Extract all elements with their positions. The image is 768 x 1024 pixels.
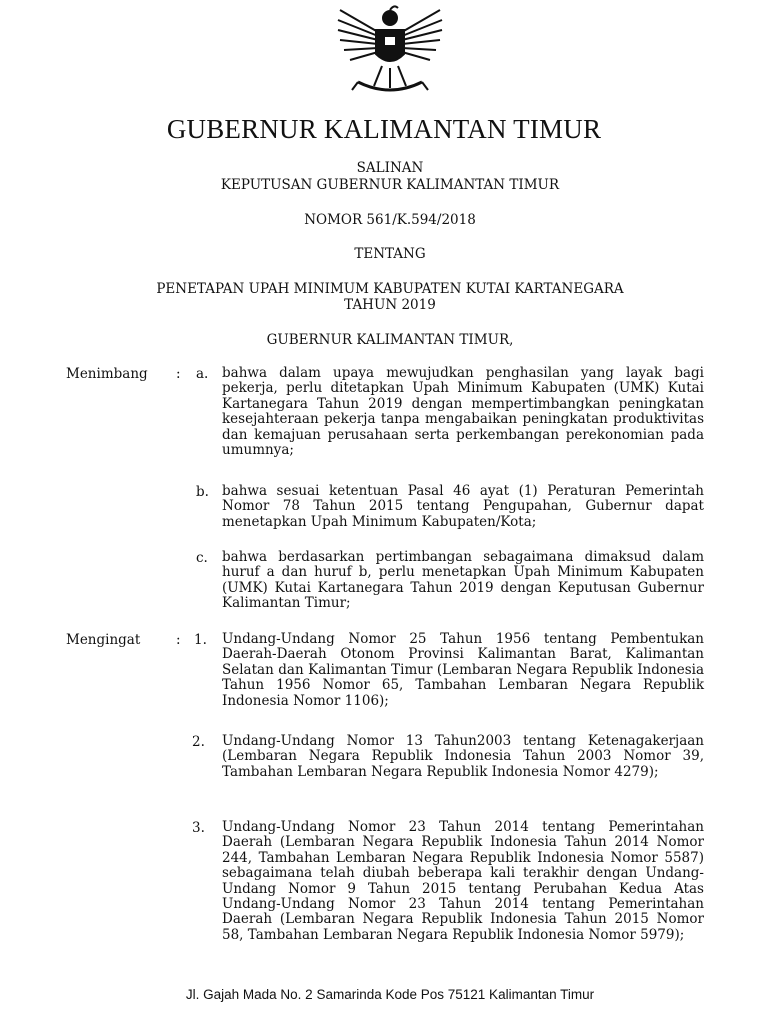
subject-line-2: TAHUN 2019 <box>344 297 436 313</box>
menimbang-marker-c: c. <box>196 550 208 566</box>
menimbang-marker-b: b. <box>196 484 209 500</box>
mengingat-item-3: Undang-Undang Nomor 23 Tahun 2014 tentang Pemerintahan Daerah (Lembaran Negara Republik Indonesia Tahun 2014 Nomor 244, Tambahan Lembaran Negara Republik Indonesia Nomor 5587) sebagaimana telah diubah beberapa kali terakhir dengan Undang-Undang Nomor 9 Tahun 2015 tentang Perubahan Kedua Atas Undang-Undang Nomor 23 Tahun 2014 tentang Pemerintahan Daerah (Lembaran Negara Republik Indonesia Tahun 2015 Nomor 58, Tambahan Lembaran Negara Republik Indonesia Nomor 5979); <box>222 819 704 943</box>
mengingat-marker-2: 2. <box>192 734 205 750</box>
mengingat-marker-1: 1. <box>194 632 207 648</box>
about-heading: TENTANG <box>354 246 426 262</box>
copy-label: SALINAN <box>356 160 424 176</box>
menimbang-marker-a: a. <box>196 366 209 382</box>
subject-line-1: PENETAPAN UPAH MINIMUM KABUPATEN KUTAI KARTANEGARA <box>156 281 624 297</box>
mengingat-item-2: Undang-Undang Nomor 13 Tahun2003 tentang Ketenagakerjaan (Lembaran Negara Republik Indonesia Tahun 2003 Nomor 39, Tambahan Lembaran Negara Republik Indonesia Nomor 4279); <box>222 733 704 780</box>
menimbang-item-a: bahwa dalam upaya mewujudkan penghasilan yang layak bagi pekerja, perlu ditetapkan Upah Minimum Kabupaten (UMK) Kutai Kartanegara Tahun 2019 dengan mempertimbangkan peningkatan kesejahteraan pekerja tanpa mengabaikan peningkatan produktivitas dan kemajuan perusahaan serta perkembangan perekonomian pada umumnya; <box>222 365 704 459</box>
mengingat-item-1: Undang-Undang Nomor 25 Tahun 1956 tentang Pembentukan Daerah-Daerah Otonom Provinsi Kalimantan Barat, Kalimantan Selatan dan Kalimantan Timur (Lembaran Negara Republik Indonesia Tahun 1956 Nomor 65, Tambahan Lembaran Negara Republik Indonesia Nomor 1106); <box>222 631 704 709</box>
mengingat-label: Mengingat <box>66 632 141 648</box>
menimbang-label: Menimbang <box>66 366 148 382</box>
issuer-line: GUBERNUR KALIMANTAN TIMUR, <box>266 332 514 348</box>
document-header-title: GUBERNUR KALIMANTAN TIMUR <box>166 114 602 144</box>
decree-type: KEPUTUSAN GUBERNUR KALIMANTAN TIMUR <box>220 177 560 193</box>
mengingat-marker-3: 3. <box>192 820 205 836</box>
mengingat-colon: : <box>176 632 181 648</box>
menimbang-item-b: bahwa sesuai ketentuan Pasal 46 ayat (1) Peraturan Pemerintah Nomor 78 Tahun 2015 tentang Pengupahan, Gubernur dapat menetapkan Upah Minimum Kabupaten/Kota; <box>222 483 704 530</box>
garuda-emblem-icon <box>334 2 446 100</box>
footer-address: Jl. Gajah Mada No. 2 Samarinda Kode Pos 75121 Kalimantan Timur <box>185 987 595 1002</box>
menimbang-colon: : <box>176 366 181 382</box>
menimbang-item-c: bahwa berdasarkan pertimbangan sebagaimana dimaksud dalam huruf a dan huruf b, perlu menetapkan Upah Minimum Kabupaten (UMK) Kutai Kartanegara Tahun 2019 dengan Keputusan Gubernur Kalimantan Timur; <box>222 549 704 612</box>
decree-number: NOMOR 561/K.594/2018 <box>304 212 476 228</box>
